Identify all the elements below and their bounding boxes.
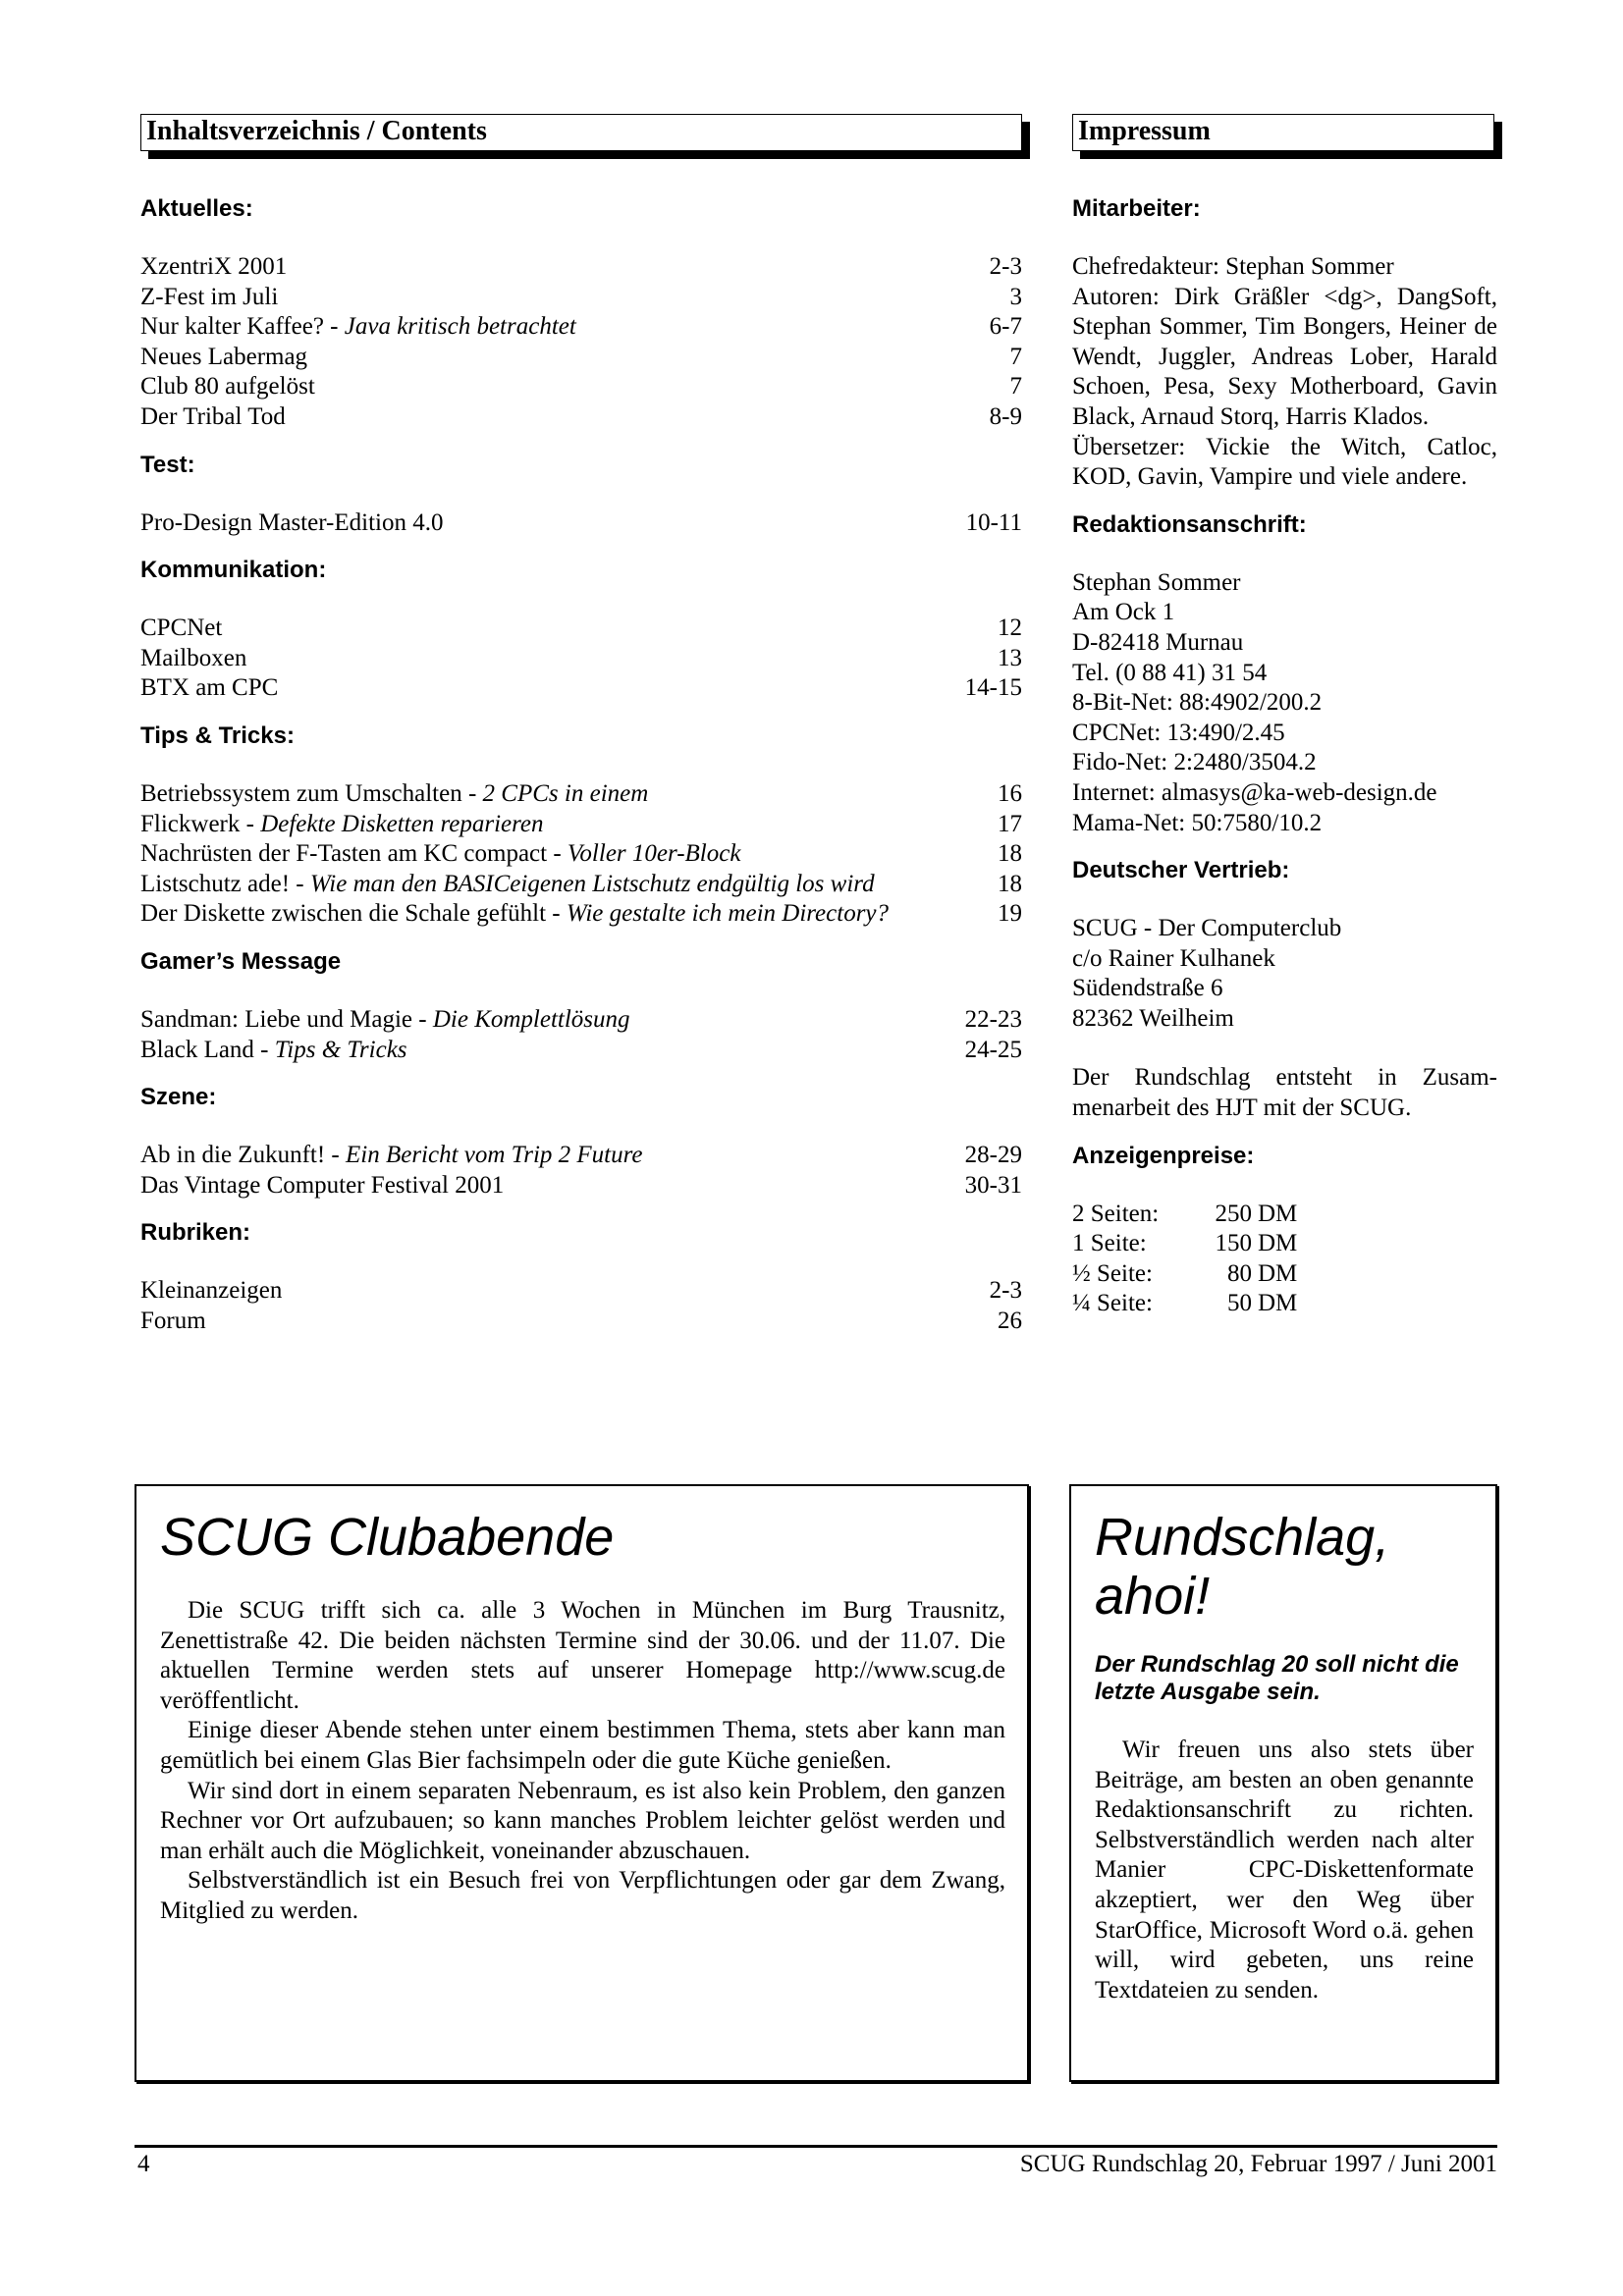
- toc-entry-main: Das Vintage Computer Festival 2001: [140, 1171, 505, 1199]
- toc-entry[interactable]: [140, 283, 1022, 313]
- toc-entry-title: [140, 839, 740, 870]
- toc-entry-main: Ab in die Zukunft! -: [140, 1142, 346, 1169]
- toc-list: [140, 508, 1022, 539]
- toc-entry-pages: 17: [998, 810, 1022, 837]
- staff-category: Mitarbeiter:: [1072, 195, 1201, 222]
- toc-entry-title: [140, 1141, 643, 1171]
- contents-heading-box: [140, 114, 1022, 151]
- toc-section: [140, 722, 1022, 930]
- toc-entry[interactable]: [140, 899, 1022, 930]
- toc-list: [140, 779, 1022, 930]
- toc-entry[interactable]: [140, 779, 1022, 810]
- distribution-category: Deutscher Vertrieb:: [1072, 857, 1290, 884]
- toc-entry[interactable]: [140, 402, 1022, 433]
- toc-entry-title: [140, 899, 889, 930]
- ad-price-row: [1072, 1289, 1497, 1319]
- toc-list: [140, 1141, 1022, 1201]
- distribution-address-lines: [1072, 914, 1497, 1034]
- toc-entry-main: Betriebssystem zum Umschalten -: [140, 779, 483, 807]
- ad-price-currency: DM: [1258, 1200, 1298, 1227]
- ad-price-currency: DM: [1258, 1290, 1298, 1317]
- editorial-address-category: Redaktionsanschrift:: [1072, 510, 1307, 538]
- club-evenings-box: [135, 1484, 1029, 2082]
- toc-entry-main: Nur kalter Kaffee? -: [140, 313, 345, 341]
- toc-category: Tips & Tricks:: [140, 721, 295, 749]
- toc-entry-main: Pro-Design Master-Edition 4.0: [140, 508, 444, 536]
- distribution-line: SCUG - Der Computerclub: [1072, 915, 1342, 942]
- club-evenings-title: SCUG Clubabende: [160, 1508, 615, 1567]
- toc-section: [140, 1084, 1022, 1201]
- distribution-note: Der Rundschlag entsteht in Zusammenarbeit des HJT mit der SCUG.: [1072, 1064, 1497, 1122]
- toc-entry-main: Der Tribal Tod: [140, 402, 286, 430]
- ad-price-row: [1072, 1229, 1497, 1259]
- ad-price-value: 150: [1215, 1230, 1252, 1257]
- toc-entry[interactable]: [140, 1276, 1022, 1307]
- toc-entry[interactable]: [140, 1141, 1022, 1171]
- toc-entry-title: [140, 283, 278, 313]
- ad-price-row: [1072, 1259, 1497, 1290]
- toc-entry-subtitle: Wie man den BASICeigenen Listschutz endgültig los wird: [309, 870, 875, 897]
- footer-page-number: 4: [137, 2151, 150, 2177]
- club-evenings-paragraph: Wir sind dort in einem separaten Nebenraum, es ist also kein Problem, den ganzen Rechner vor Ort aufzubauen; so kann manches Problem leichter gelöst werden und man erhält auch die Möglichkeit, voneinander abzuschauen.: [160, 1777, 1005, 1864]
- toc-entry-subtitle: Die Komplettlösung: [432, 1005, 630, 1033]
- address-line: Tel. (0 88 41) 31 54: [1072, 659, 1268, 686]
- toc-entry-main: Kleinanzeigen: [140, 1277, 283, 1305]
- toc-entry-subtitle: Java kritisch betrachtet: [344, 313, 576, 341]
- toc-entry-subtitle: Tips & Tricks: [274, 1036, 407, 1063]
- club-evenings-text: [160, 1596, 1005, 1927]
- toc-list: [140, 1276, 1022, 1336]
- toc-entry-subtitle: 2 CPCs in einem: [482, 779, 649, 807]
- toc-entry-subtitle: Ein Bericht vom Trip 2 Future: [345, 1142, 643, 1169]
- toc-list: [140, 252, 1022, 433]
- toc-entry-main: Der Diskette zwischen die Schale gefühlt -: [140, 900, 567, 928]
- ahoi-title: [1095, 1508, 1474, 1626]
- address-line: 8-Bit-Net: 88:4902/200.2: [1072, 689, 1323, 717]
- toc-entry-main: Mailboxen: [140, 644, 247, 671]
- toc-entry-subtitle: Defekte Disketten reparieren: [260, 810, 544, 837]
- toc-section: [140, 557, 1022, 704]
- toc-entry-title: [140, 673, 278, 704]
- toc-entry-pages: 18: [998, 840, 1022, 868]
- toc-entry[interactable]: [140, 1307, 1022, 1337]
- toc-entry-main: Black Land -: [140, 1036, 275, 1063]
- toc-entry-pages: 2-3: [989, 1277, 1022, 1305]
- toc-entry-pages: 8-9: [989, 402, 1022, 430]
- toc-entry[interactable]: [140, 372, 1022, 402]
- toc-entry-main: Flickwerk -: [140, 810, 261, 837]
- footer-divider: [135, 2145, 1497, 2148]
- toc-entry-main: Listschutz ade! -: [140, 870, 310, 897]
- toc-entry-pages: 7: [1009, 373, 1022, 400]
- club-evenings-paragraph: Selbstverständlich ist ein Besuch frei von Verpflichtungen oder gar dem Zwang, Mitglied zu werden.: [160, 1867, 1005, 1924]
- address-line: CPCNet: 13:490/2.45: [1072, 719, 1285, 746]
- toc-entry-main: Z-Fest im Juli: [140, 283, 279, 310]
- ad-price-label: ¼ Seite:: [1072, 1290, 1153, 1317]
- chief-editor: Chefredakteur: Stephan Sommer: [1072, 253, 1394, 280]
- ahoi-title-line1: Rundschlag,: [1095, 1508, 1390, 1567]
- toc-entry-title: [140, 614, 222, 644]
- toc-entry-pages: 2-3: [989, 253, 1022, 280]
- ad-price-currency: DM: [1258, 1230, 1298, 1257]
- toc-entry-pages: 16: [998, 779, 1022, 807]
- toc-entry-pages: 3: [1009, 283, 1022, 310]
- toc-entry[interactable]: [140, 870, 1022, 900]
- club-evenings-paragraph: Einige dieser Abende stehen unter einem bestimmen Thema, stets aber kann man gemütlich bei einem Glas Bier fachsimpeln oder die gute Küche genießen.: [160, 1717, 1005, 1774]
- toc-entry-title: [140, 644, 246, 674]
- club-evenings-paragraph: Die SCUG trifft sich ca. alle 3 Wochen in München im Burg Trausnitz, Zenettistraße 42. Die beiden nächsten Termine sind der 30.06. und der 11.07. Die aktuellen Termine werden stets auf unserer Homepage http://www.scug.de veröffentlicht.: [160, 1597, 1005, 1714]
- toc-section: [140, 1219, 1022, 1336]
- toc-entry-main: Nachrüsten der F-Tasten am KC compact -: [140, 840, 568, 868]
- impressum-heading-box: [1072, 114, 1494, 151]
- address-line: Am Ock 1: [1072, 599, 1175, 626]
- ahoi-subtitle: Der Rundschlag 20 soll nicht die letzte Ausgabe sein.: [1095, 1651, 1459, 1705]
- toc-category: Rubriken:: [140, 1219, 251, 1247]
- ad-prices-table: [1072, 1200, 1497, 1319]
- address-line: D-82418 Murnau: [1072, 628, 1244, 656]
- toc-entry[interactable]: [140, 614, 1022, 644]
- staff-section: [1072, 195, 1497, 493]
- contents-list: [140, 195, 1022, 1336]
- toc-entry-main: XzentriX 2001: [140, 253, 288, 280]
- ahoi-title-line2: ahoi!: [1095, 1567, 1211, 1626]
- distribution-section: [1072, 857, 1497, 1124]
- toc-entry-title: [140, 870, 875, 900]
- ad-price-currency: DM: [1258, 1259, 1298, 1287]
- rundschlag-ahoi-box: [1069, 1484, 1497, 2082]
- address-line: Mama-Net: 50:7580/10.2: [1072, 809, 1323, 836]
- toc-entry[interactable]: [140, 839, 1022, 870]
- toc-section: [140, 948, 1022, 1065]
- ad-prices-category: Anzeigenpreise:: [1072, 1142, 1255, 1169]
- ad-price-label: 1 Seite:: [1072, 1230, 1147, 1257]
- toc-entry-title: [140, 343, 307, 373]
- ad-price-label: ½ Seite:: [1072, 1259, 1153, 1287]
- toc-entry[interactable]: [140, 508, 1022, 539]
- toc-entry-main: Sandman: Liebe und Magie -: [140, 1005, 433, 1033]
- translators: Übersetzer: Vickie the Witch, Catloc, KOD, Gavin, Vampire und viele andere.: [1072, 433, 1497, 491]
- ad-price-value: 50: [1227, 1290, 1252, 1317]
- editorial-address-lines: [1072, 568, 1497, 838]
- toc-entry-title: [140, 252, 287, 283]
- toc-entry-pages: 24-25: [964, 1036, 1022, 1063]
- toc-entry-pages: 30-31: [964, 1171, 1022, 1199]
- toc-entry-main: Club 80 aufgelöst: [140, 373, 315, 400]
- toc-entry[interactable]: [140, 644, 1022, 674]
- toc-entry[interactable]: [140, 312, 1022, 343]
- toc-entry-title: [140, 402, 286, 433]
- toc-entry-pages: 6-7: [989, 313, 1022, 341]
- toc-list: [140, 1005, 1022, 1065]
- toc-list: [140, 614, 1022, 704]
- toc-entry-pages: 18: [998, 870, 1022, 897]
- ad-price-label: 2 Seiten:: [1072, 1200, 1160, 1227]
- distribution-line: 82362 Weilheim: [1072, 1004, 1234, 1032]
- toc-entry[interactable]: [140, 252, 1022, 283]
- toc-category: Test:: [140, 451, 195, 478]
- toc-entry[interactable]: [140, 1171, 1022, 1201]
- address-line: Internet: almasys@ka-web-design.de: [1072, 778, 1437, 806]
- ad-price-value: 250: [1215, 1200, 1252, 1227]
- toc-entry-title: [140, 508, 443, 539]
- toc-category: Szene:: [140, 1084, 217, 1111]
- distribution-line: Südendstraße 6: [1072, 975, 1223, 1002]
- toc-category: Aktuelles:: [140, 195, 253, 222]
- toc-entry-title: [140, 372, 315, 402]
- toc-entry-main: Neues Labermag: [140, 343, 308, 370]
- footer-publication: SCUG Rundschlag 20, Februar 1997 / Juni 2001: [1019, 2151, 1497, 2177]
- toc-entry[interactable]: [140, 1036, 1022, 1066]
- toc-entry-main: CPCNet: [140, 614, 223, 642]
- contents-heading: Inhaltsverzeichnis / Contents: [146, 116, 487, 146]
- toc-entry-title: [140, 779, 648, 810]
- toc-entry-pages: 7: [1009, 343, 1022, 370]
- toc-entry-title: [140, 1005, 630, 1036]
- toc-entry-title: [140, 1276, 282, 1307]
- toc-entry-title: [140, 810, 544, 840]
- toc-entry[interactable]: [140, 673, 1022, 704]
- toc-entry[interactable]: [140, 1005, 1022, 1036]
- toc-section: [140, 195, 1022, 433]
- toc-category: Kommunikation:: [140, 557, 327, 584]
- impressum-column: [1072, 114, 1497, 1319]
- distribution-line: c/o Rainer Kulhanek: [1072, 944, 1275, 972]
- ad-prices-section: [1072, 1143, 1497, 1319]
- editorial-address-section: [1072, 511, 1497, 838]
- toc-entry-title: [140, 1171, 504, 1201]
- toc-entry-subtitle: Wie gestalte ich mein Directory?: [566, 900, 890, 928]
- toc-entry[interactable]: [140, 810, 1022, 840]
- toc-entry-pages: 13: [998, 644, 1022, 671]
- toc-entry-subtitle: Voller 10er-Block: [567, 840, 741, 868]
- toc-entry-pages: 26: [998, 1307, 1022, 1334]
- ad-price-row: [1072, 1200, 1497, 1230]
- toc-entry-pages: 22-23: [964, 1005, 1022, 1033]
- toc-entry-pages: 28-29: [964, 1142, 1022, 1169]
- authors: Autoren: Dirk Gräßler <dg>, DangSoft, Stephan Sommer, Tim Bongers, Heiner de Wendt, Juggler, Andreas Lober, Harald Schoen, Pesa, Sexy Motherboard, Gavin Black, Arnaud Storq, Harris Klados.: [1072, 283, 1497, 430]
- address-line: Fido-Net: 2:2480/3504.2: [1072, 749, 1317, 776]
- ahoi-paragraph: Wir freuen uns also stets über Beiträge, am besten an oben genannte Redaktionsanschrift zu richten. Selbstverständlich werden nach alter Manier CPC-Diskettenformate akzeptiert, wer den Weg über StarOffice, Microsoft Word o.ä. gehen will, wird gebeten, uns reine Textdateien zu senden.: [1095, 1736, 1474, 2003]
- toc-entry-pages: 19: [998, 900, 1022, 928]
- toc-entry-title: [140, 1307, 206, 1337]
- ad-price-value: 80: [1227, 1259, 1252, 1287]
- toc-entry-pages: 12: [998, 614, 1022, 642]
- contents-column: [140, 114, 1022, 1336]
- toc-entry-pages: 14-15: [964, 674, 1022, 702]
- address-line: Stephan Sommer: [1072, 568, 1241, 596]
- toc-entry-pages: 10-11: [965, 508, 1022, 536]
- toc-category: Gamer’s Message: [140, 947, 342, 975]
- toc-section: [140, 452, 1022, 539]
- toc-entry-title: [140, 1036, 407, 1066]
- impressum-heading: Impressum: [1078, 116, 1211, 146]
- toc-entry-main: Forum: [140, 1307, 206, 1334]
- toc-entry[interactable]: [140, 343, 1022, 373]
- toc-entry-main: BTX am CPC: [140, 674, 279, 702]
- toc-entry-title: [140, 312, 576, 343]
